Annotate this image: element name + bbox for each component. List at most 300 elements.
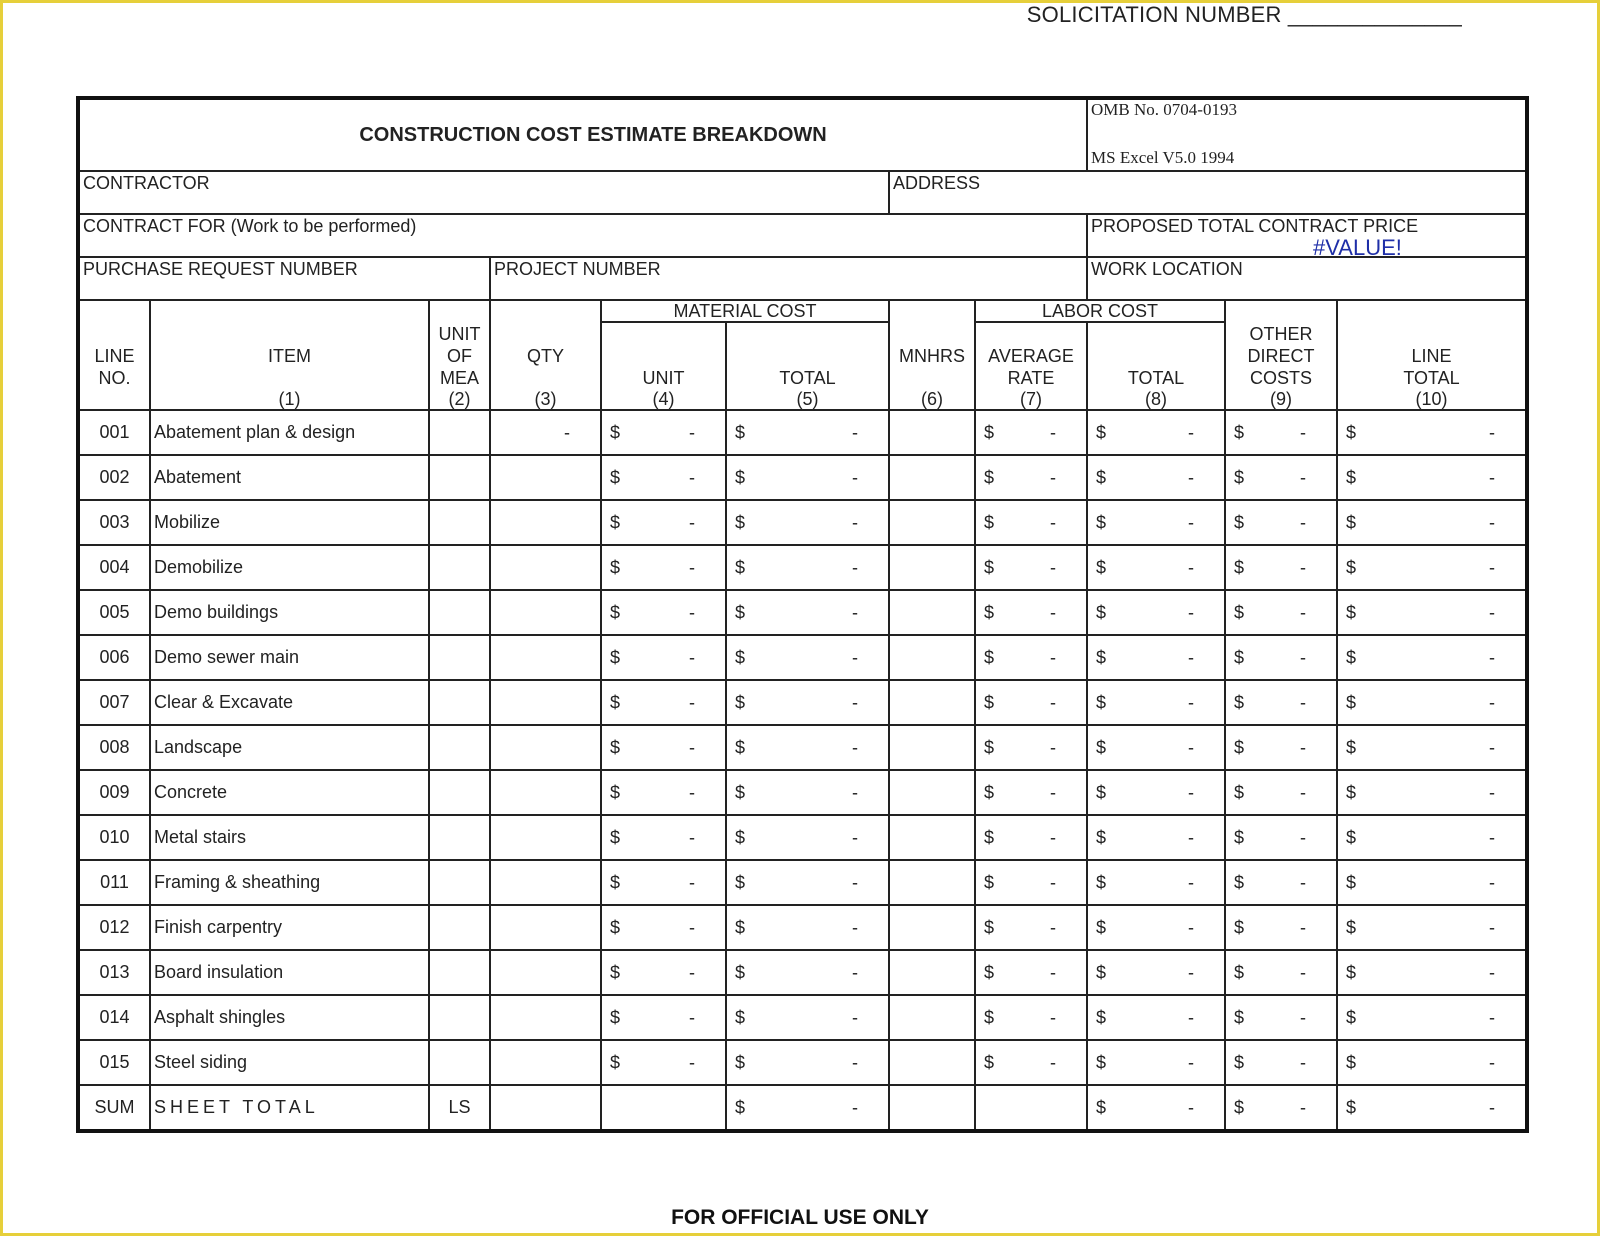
- mat-unit-cell[interactable]: [601, 680, 726, 725]
- mat-unit-cell[interactable]: [601, 500, 726, 545]
- avg-rate-cell[interactable]: [975, 545, 1087, 590]
- line-no-cell: 010: [78, 815, 150, 860]
- line-no-cell: 006: [78, 635, 150, 680]
- avg-rate-cell[interactable]: [975, 590, 1087, 635]
- empty-value-dash: -: [689, 692, 695, 712]
- other-direct-cell[interactable]: [1225, 680, 1337, 725]
- unit-cell[interactable]: [429, 680, 490, 725]
- avg-rate-cell[interactable]: [975, 950, 1087, 995]
- currency-symbol: $: [610, 512, 621, 532]
- lab-total-cell[interactable]: [1087, 1040, 1225, 1085]
- empty-value-dash: -: [1050, 782, 1057, 802]
- currency-symbol: $: [1346, 1007, 1357, 1027]
- avg-rate-cell[interactable]: [975, 410, 1087, 455]
- lab-total-cell[interactable]: [1087, 635, 1225, 680]
- currency-symbol: $: [610, 422, 621, 442]
- item-cell: Metal stairs: [150, 815, 429, 860]
- col-item: ITEM (1): [150, 300, 429, 410]
- currency-symbol: $: [1234, 827, 1245, 847]
- empty-value-dash: -: [689, 962, 695, 982]
- currency-symbol: $: [610, 557, 621, 577]
- empty-value-dash: -: [852, 962, 858, 982]
- mat-total-cell[interactable]: [726, 1040, 889, 1085]
- line-total-cell[interactable]: [1337, 500, 1527, 545]
- currency-symbol: $: [984, 467, 995, 487]
- line-no-cell: 008: [78, 725, 150, 770]
- empty-value-dash: -: [1050, 827, 1057, 847]
- empty-value-dash: -: [689, 782, 695, 802]
- purchase-request-field[interactable]: PURCHASE REQUEST NUMBER: [78, 257, 490, 300]
- contract-for-field[interactable]: CONTRACT FOR (Work to be performed): [78, 214, 1087, 257]
- empty-value-dash: -: [1188, 917, 1195, 937]
- other-direct-cell[interactable]: [1225, 950, 1337, 995]
- item-cell: Finish carpentry: [150, 905, 429, 950]
- empty-value-dash: -: [1188, 647, 1195, 667]
- omb-block: [1087, 98, 1527, 171]
- unit-cell[interactable]: [429, 410, 490, 455]
- mat-unit-cell[interactable]: [601, 410, 726, 455]
- mat-total-cell[interactable]: [726, 410, 889, 455]
- col-line-no: LINE NO.: [78, 300, 150, 410]
- official-use-footer: FOR OFFICIAL USE ONLY: [671, 1206, 929, 1229]
- empty-value-dash: -: [852, 917, 858, 937]
- lab-total-cell[interactable]: [1087, 500, 1225, 545]
- other-direct-cell[interactable]: [1225, 995, 1337, 1040]
- solicitation-number: SOLICITATION NUMBER ______________: [1026, 2, 1462, 27]
- empty-value-dash: -: [1050, 1007, 1057, 1027]
- contractor-field[interactable]: CONTRACTOR: [78, 171, 889, 214]
- omb-version: MS Excel V5.0 1994: [1091, 148, 1235, 167]
- avg-rate-cell[interactable]: [975, 455, 1087, 500]
- col-material-unit: UNIT (4): [601, 322, 726, 410]
- mat-unit-cell[interactable]: [601, 725, 726, 770]
- unit-cell[interactable]: [429, 995, 490, 1040]
- currency-symbol: $: [984, 872, 995, 892]
- currency-symbol: $: [1096, 827, 1107, 847]
- empty-value-dash: -: [1050, 917, 1057, 937]
- group-material-cost: MATERIAL COST: [601, 300, 889, 322]
- address-field[interactable]: ADDRESS: [889, 171, 1527, 214]
- currency-symbol: $: [1346, 737, 1357, 757]
- qty-cell[interactable]: [490, 680, 601, 725]
- line-items: [78, 410, 1527, 1085]
- empty-value-dash: -: [1050, 962, 1057, 982]
- currency-symbol: $: [1234, 1052, 1245, 1072]
- currency-symbol: $: [984, 602, 995, 622]
- empty-value-dash: -: [1188, 827, 1195, 847]
- avg-rate-cell[interactable]: [975, 635, 1087, 680]
- empty-value-dash: -: [1300, 782, 1307, 802]
- qty-cell[interactable]: [490, 410, 601, 455]
- project-number-field[interactable]: PROJECT NUMBER: [490, 257, 1087, 300]
- lab-total-cell[interactable]: [1087, 995, 1225, 1040]
- qty-cell[interactable]: [490, 860, 601, 905]
- mat-total-cell[interactable]: [726, 500, 889, 545]
- currency-symbol: $: [610, 872, 621, 892]
- unit-cell[interactable]: [429, 725, 490, 770]
- empty-value-dash: -: [1489, 917, 1496, 937]
- currency-symbol: $: [610, 827, 621, 847]
- empty-value-dash: -: [852, 692, 858, 712]
- mnhrs-cell[interactable]: [889, 725, 975, 770]
- mat-unit-cell[interactable]: [601, 545, 726, 590]
- lab-total-cell[interactable]: [1087, 590, 1225, 635]
- unit-cell[interactable]: [429, 1040, 490, 1085]
- line-total-cell[interactable]: [1337, 680, 1527, 725]
- currency-symbol: $: [1346, 422, 1357, 442]
- empty-value-dash: -: [1300, 557, 1307, 577]
- col-mnhrs: MNHRS (6): [889, 300, 975, 410]
- mat-total-cell[interactable]: [726, 770, 889, 815]
- line-total-cell[interactable]: [1337, 860, 1527, 905]
- sum-lab-total[interactable]: $ -: [1087, 1085, 1225, 1131]
- table-row: [78, 815, 1527, 860]
- line-no-cell: 005: [78, 590, 150, 635]
- item-cell: Steel siding: [150, 1040, 429, 1085]
- empty-value-dash: -: [1489, 692, 1496, 712]
- mnhrs-cell[interactable]: [889, 950, 975, 995]
- qty-cell[interactable]: [490, 545, 601, 590]
- currency-symbol: $: [1096, 1052, 1107, 1072]
- mat-total-cell[interactable]: [726, 860, 889, 905]
- item-cell: Mobilize: [150, 500, 429, 545]
- table-row: [78, 725, 1527, 770]
- table-row: [78, 950, 1527, 995]
- mnhrs-cell[interactable]: [889, 1040, 975, 1085]
- unit-cell[interactable]: [429, 815, 490, 860]
- line-no-cell: 007: [78, 680, 150, 725]
- table-row: [78, 1040, 1527, 1085]
- proposed-price-value: #VALUE!: [1313, 235, 1402, 257]
- empty-value-dash: -: [1489, 557, 1496, 577]
- currency-symbol: $: [1234, 647, 1245, 667]
- currency-symbol: $: [735, 1052, 746, 1072]
- mat-unit-cell[interactable]: [601, 905, 726, 950]
- lab-total-cell[interactable]: [1087, 860, 1225, 905]
- line-total-cell[interactable]: [1337, 590, 1527, 635]
- qty-cell[interactable]: [490, 725, 601, 770]
- mat-total-cell[interactable]: [726, 545, 889, 590]
- currency-symbol: $: [735, 1007, 746, 1027]
- sum-other-direct[interactable]: $ -: [1225, 1085, 1337, 1131]
- currency-symbol: $: [1346, 512, 1357, 532]
- col-unit-of-measure: UNIT OF MEA (2): [429, 300, 490, 410]
- empty-value-dash: -: [1050, 647, 1057, 667]
- mnhrs-cell[interactable]: [889, 590, 975, 635]
- proposed-price-field[interactable]: PROPOSED TOTAL CONTRACT PRICE #VALUE!: [1087, 214, 1527, 257]
- qty-cell[interactable]: [490, 635, 601, 680]
- empty-value-dash: -: [689, 422, 695, 442]
- avg-rate-cell[interactable]: [975, 500, 1087, 545]
- line-total-cell[interactable]: [1337, 905, 1527, 950]
- table-row: [78, 860, 1527, 905]
- cost-estimate-form: [76, 96, 1529, 1133]
- currency-symbol: $: [610, 602, 621, 622]
- other-direct-cell[interactable]: [1225, 1040, 1337, 1085]
- item-cell: Asphalt shingles: [150, 995, 429, 1040]
- mnhrs-cell[interactable]: [889, 635, 975, 680]
- line-total-cell[interactable]: [1337, 635, 1527, 680]
- empty-value-dash: -: [1188, 782, 1195, 802]
- mat-unit-cell[interactable]: [601, 455, 726, 500]
- col-material-total: TOTAL (5): [726, 322, 889, 410]
- unit-cell[interactable]: [429, 950, 490, 995]
- mat-total-cell[interactable]: [726, 815, 889, 860]
- sum-avg-rate[interactable]: [975, 1085, 1087, 1131]
- currency-symbol: $: [1096, 422, 1107, 442]
- empty-value-dash: -: [1300, 962, 1307, 982]
- lab-total-cell[interactable]: [1087, 950, 1225, 995]
- mat-total-cell[interactable]: [726, 635, 889, 680]
- qty-cell[interactable]: [490, 950, 601, 995]
- currency-symbol: $: [984, 962, 995, 982]
- empty-value-dash: -: [1050, 1052, 1057, 1072]
- other-direct-cell[interactable]: [1225, 815, 1337, 860]
- empty-value-dash: -: [1188, 1052, 1195, 1072]
- empty-value-dash: -: [1050, 557, 1057, 577]
- mat-total-cell[interactable]: [726, 590, 889, 635]
- currency-symbol: $: [1096, 557, 1107, 577]
- currency-symbol: $: [1096, 782, 1107, 802]
- mnhrs-cell[interactable]: [889, 860, 975, 905]
- currency-symbol: $: [984, 1007, 995, 1027]
- other-direct-cell[interactable]: [1225, 860, 1337, 905]
- mat-total-cell[interactable]: [726, 905, 889, 950]
- other-direct-cell[interactable]: [1225, 590, 1337, 635]
- qty-cell[interactable]: [490, 905, 601, 950]
- line-no-cell: 001: [78, 410, 150, 455]
- line-no-cell: 002: [78, 455, 150, 500]
- col-average-rate: AVERAGE RATE (7): [975, 322, 1087, 410]
- currency-symbol: $: [1346, 602, 1357, 622]
- mat-total-cell[interactable]: [726, 995, 889, 1040]
- mat-unit-cell[interactable]: [601, 590, 726, 635]
- currency-symbol: $: [984, 557, 995, 577]
- line-total-cell[interactable]: [1337, 410, 1527, 455]
- line-total-cell[interactable]: [1337, 545, 1527, 590]
- unit-cell[interactable]: [429, 455, 490, 500]
- other-direct-cell[interactable]: [1225, 500, 1337, 545]
- lab-total-cell[interactable]: [1087, 410, 1225, 455]
- mat-unit-cell[interactable]: [601, 860, 726, 905]
- item-cell: Concrete: [150, 770, 429, 815]
- currency-symbol: $: [984, 827, 995, 847]
- currency-symbol: $: [1346, 692, 1357, 712]
- table-row: [78, 545, 1527, 590]
- qty-cell[interactable]: [490, 455, 601, 500]
- work-location-field[interactable]: WORK LOCATION: [1087, 257, 1527, 300]
- line-no-cell: 014: [78, 995, 150, 1040]
- qty-cell[interactable]: [490, 815, 601, 860]
- qty-cell[interactable]: [490, 500, 601, 545]
- mnhrs-cell[interactable]: [889, 770, 975, 815]
- currency-symbol: $: [1234, 737, 1245, 757]
- empty-value-dash: -: [689, 602, 695, 622]
- sum-mnhrs[interactable]: [889, 1085, 975, 1131]
- mat-total-cell[interactable]: [726, 680, 889, 725]
- empty-value-dash: -: [1300, 917, 1307, 937]
- currency-symbol: $: [1096, 602, 1107, 622]
- mat-total-cell[interactable]: [726, 950, 889, 995]
- currency-symbol: $: [1234, 557, 1245, 577]
- unit-cell[interactable]: [429, 860, 490, 905]
- empty-value-dash: -: [1050, 602, 1057, 622]
- currency-symbol: $: [1234, 782, 1245, 802]
- currency-symbol: $: [610, 917, 621, 937]
- line-total-cell[interactable]: [1337, 950, 1527, 995]
- mat-unit-cell[interactable]: [601, 815, 726, 860]
- mat-unit-cell[interactable]: [601, 950, 726, 995]
- empty-value-dash: -: [1300, 737, 1307, 757]
- empty-value-dash: -: [1489, 512, 1496, 532]
- line-no-cell: 003: [78, 500, 150, 545]
- currency-symbol: $: [1234, 467, 1245, 487]
- lab-total-cell[interactable]: [1087, 680, 1225, 725]
- lab-total-cell[interactable]: [1087, 905, 1225, 950]
- sum-mat-unit[interactable]: [601, 1085, 726, 1131]
- mnhrs-cell[interactable]: [889, 500, 975, 545]
- mat-unit-cell[interactable]: [601, 635, 726, 680]
- qty-cell[interactable]: [490, 590, 601, 635]
- line-total-cell[interactable]: [1337, 995, 1527, 1040]
- lab-total-cell[interactable]: [1087, 770, 1225, 815]
- empty-value-dash: -: [1188, 962, 1195, 982]
- mnhrs-cell[interactable]: [889, 995, 975, 1040]
- other-direct-cell[interactable]: [1225, 410, 1337, 455]
- empty-value-dash: -: [1300, 422, 1307, 442]
- empty-value-dash: -: [1050, 692, 1057, 712]
- currency-symbol: $: [735, 692, 746, 712]
- empty-value-dash: -: [1489, 827, 1496, 847]
- unit-cell[interactable]: [429, 500, 490, 545]
- mnhrs-cell[interactable]: [889, 545, 975, 590]
- item-cell: Landscape: [150, 725, 429, 770]
- other-direct-cell[interactable]: [1225, 545, 1337, 590]
- unit-cell[interactable]: [429, 590, 490, 635]
- mnhrs-cell[interactable]: [889, 455, 975, 500]
- empty-value-dash: -: [689, 1007, 695, 1027]
- unit-cell[interactable]: [429, 770, 490, 815]
- line-total-cell[interactable]: [1337, 815, 1527, 860]
- empty-value-dash: -: [1489, 962, 1496, 982]
- mnhrs-cell[interactable]: [889, 815, 975, 860]
- col-other-direct-costs: OTHER DIRECT COSTS (9): [1225, 300, 1337, 410]
- mat-total-cell[interactable]: [726, 455, 889, 500]
- empty-value-dash: -: [1489, 1052, 1496, 1072]
- qty-cell[interactable]: [490, 770, 601, 815]
- qty-dash: -: [564, 422, 570, 442]
- sum-line-no: SUM: [78, 1085, 150, 1131]
- mnhrs-cell[interactable]: [889, 680, 975, 725]
- avg-rate-cell[interactable]: [975, 770, 1087, 815]
- empty-value-dash: -: [1050, 872, 1057, 892]
- sheet-total-label: SHEET TOTAL: [150, 1085, 429, 1131]
- mat-unit-cell[interactable]: [601, 1040, 726, 1085]
- sum-row: [78, 1085, 1527, 1131]
- other-direct-cell[interactable]: [1225, 770, 1337, 815]
- item-cell: Framing & sheathing: [150, 860, 429, 905]
- unit-cell[interactable]: [429, 635, 490, 680]
- empty-value-dash: -: [1188, 512, 1195, 532]
- table-row: [78, 905, 1527, 950]
- other-direct-cell[interactable]: [1225, 635, 1337, 680]
- empty-value-dash: -: [1300, 1007, 1307, 1027]
- currency-symbol: $: [1234, 602, 1245, 622]
- empty-value-dash: -: [689, 512, 695, 532]
- avg-rate-cell[interactable]: [975, 905, 1087, 950]
- other-direct-cell[interactable]: [1225, 455, 1337, 500]
- table-row: [78, 590, 1527, 635]
- empty-value-dash: -: [1050, 467, 1057, 487]
- mat-unit-cell[interactable]: [601, 995, 726, 1040]
- currency-symbol: $: [735, 827, 746, 847]
- lab-total-cell[interactable]: [1087, 725, 1225, 770]
- line-total-cell[interactable]: [1337, 455, 1527, 500]
- empty-value-dash: -: [852, 647, 858, 667]
- avg-rate-cell[interactable]: [975, 860, 1087, 905]
- currency-symbol: $: [1346, 467, 1357, 487]
- empty-value-dash: -: [689, 647, 695, 667]
- line-total-cell[interactable]: [1337, 725, 1527, 770]
- sum-mat-total[interactable]: $ -: [726, 1085, 889, 1131]
- other-direct-cell[interactable]: [1225, 905, 1337, 950]
- empty-value-dash: -: [689, 737, 695, 757]
- empty-value-dash: -: [852, 827, 858, 847]
- unit-cell[interactable]: [429, 905, 490, 950]
- sum-qty[interactable]: [490, 1085, 601, 1131]
- empty-value-dash: -: [689, 917, 695, 937]
- line-no-cell: 015: [78, 1040, 150, 1085]
- other-direct-cell[interactable]: [1225, 725, 1337, 770]
- empty-value-dash: -: [1188, 602, 1195, 622]
- avg-rate-cell[interactable]: [975, 995, 1087, 1040]
- mnhrs-cell[interactable]: [889, 905, 975, 950]
- empty-value-dash: -: [852, 422, 858, 442]
- empty-value-dash: -: [852, 1052, 858, 1072]
- qty-cell[interactable]: [490, 1040, 601, 1085]
- lab-total-cell[interactable]: [1087, 545, 1225, 590]
- avg-rate-cell[interactable]: [975, 680, 1087, 725]
- mat-total-cell[interactable]: [726, 725, 889, 770]
- empty-value-dash: -: [1300, 512, 1307, 532]
- empty-value-dash: -: [1188, 1007, 1195, 1027]
- lab-total-cell[interactable]: [1087, 455, 1225, 500]
- currency-symbol: $: [735, 602, 746, 622]
- currency-symbol: $: [735, 557, 746, 577]
- unit-cell[interactable]: [429, 545, 490, 590]
- currency-symbol: $: [1346, 647, 1357, 667]
- line-no-cell: 013: [78, 950, 150, 995]
- lab-total-cell[interactable]: [1087, 815, 1225, 860]
- line-total-cell[interactable]: [1337, 770, 1527, 815]
- line-total-cell[interactable]: [1337, 1040, 1527, 1085]
- qty-cell[interactable]: [490, 995, 601, 1040]
- currency-symbol: $: [735, 872, 746, 892]
- item-cell: Demo sewer main: [150, 635, 429, 680]
- mat-unit-cell[interactable]: [601, 770, 726, 815]
- sum-line-total[interactable]: $ -: [1337, 1085, 1527, 1131]
- empty-value-dash: -: [1489, 647, 1496, 667]
- avg-rate-cell[interactable]: [975, 1040, 1087, 1085]
- avg-rate-cell[interactable]: [975, 815, 1087, 860]
- line-no-cell: 004: [78, 545, 150, 590]
- avg-rate-cell[interactable]: [975, 725, 1087, 770]
- currency-symbol: $: [1096, 917, 1107, 937]
- currency-symbol: $: [610, 737, 621, 757]
- currency-symbol: $: [610, 692, 621, 712]
- empty-value-dash: -: [1188, 467, 1195, 487]
- mnhrs-cell[interactable]: [889, 410, 975, 455]
